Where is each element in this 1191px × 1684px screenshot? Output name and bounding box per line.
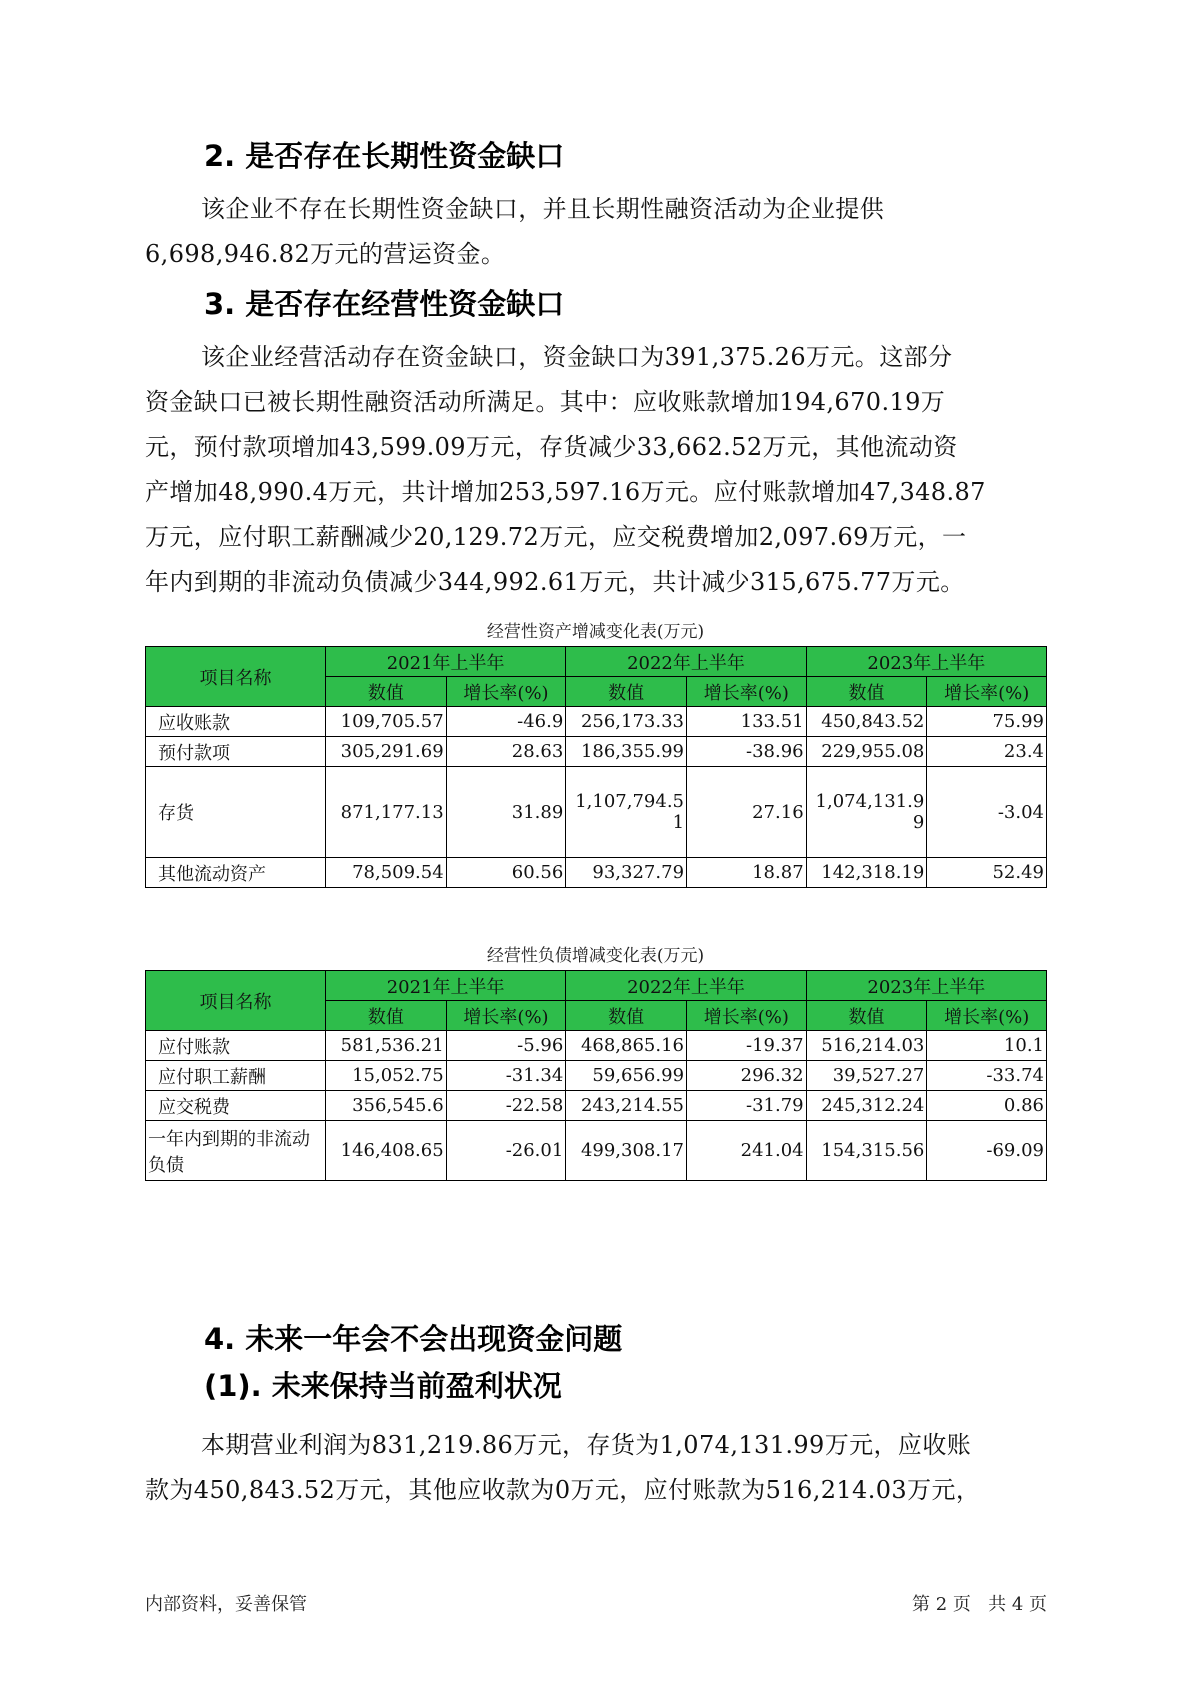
- value-cell: 243,214.55: [566, 1091, 687, 1121]
- value-header: 数值: [325, 1001, 446, 1031]
- section-4-subheading: (1). 未来保持当前盈利状况: [204, 1369, 562, 1403]
- rate-cell: 23.4: [927, 737, 1047, 767]
- row-label: 一年内到期的非流动负债: [146, 1121, 326, 1181]
- section-2-paragraph: 该企业不存在长期性资金缺口，并且长期性融资活动为企业提供 6,698,946.82万元的营运资金。: [145, 195, 885, 268]
- rate-cell: -3.04: [927, 767, 1047, 858]
- liabilities-change-table: [145, 970, 1047, 1181]
- value-cell: 871,177.13: [325, 767, 446, 858]
- value-cell: 305,291.69: [325, 737, 446, 767]
- value-cell: 1,107,794.51: [566, 767, 687, 858]
- growth-rate-header: 增长率(%): [927, 1001, 1047, 1031]
- value-header: 数值: [566, 1001, 687, 1031]
- row-label: 应收账款: [146, 707, 326, 737]
- value-cell: 39,527.27: [806, 1061, 927, 1091]
- growth-rate-header: 增长率(%): [687, 677, 807, 707]
- value-header: 数值: [566, 677, 687, 707]
- value-cell: 142,318.19: [806, 858, 927, 888]
- rate-cell: -69.09: [927, 1121, 1047, 1181]
- row-label: 预付款项: [146, 737, 326, 767]
- rate-cell: -22.58: [446, 1091, 566, 1121]
- liabilities-table-caption: 经营性负债增减变化表(万元): [486, 946, 705, 966]
- value-cell: 1,074,131.99: [806, 767, 927, 858]
- value-cell: 93,327.79: [566, 858, 687, 888]
- rate-cell: 31.89: [446, 767, 566, 858]
- section-3-paragraph: 该企业经营活动存在资金缺口，资金缺口为391,375.26万元。这部分 资金缺口已被长期性融资活动所满足。其中：应收账款增加194,670.19万 元，预付款项增加43,599.09万元，存货减少33,662.52万元，其他流动资 产增加48,990.4万元，共计增加253,597.16万元。应付账款增加47,348.87 万元，应付职工薪酬减少20,129.72万元，应交税费增加2,097.69万元，一 年内到期的非流动负债减少344,992.61万元，共计减少315,675.77万元。: [145, 343, 986, 596]
- value-cell: 78,509.54: [325, 858, 446, 888]
- rate-cell: 241.04: [687, 1121, 807, 1181]
- growth-rate-header: 增长率(%): [687, 1001, 807, 1031]
- rate-cell: -26.01: [446, 1121, 566, 1181]
- rate-cell: 60.56: [446, 858, 566, 888]
- rate-cell: -19.37: [687, 1031, 807, 1061]
- rate-cell: 133.51: [687, 707, 807, 737]
- rate-cell: 10.1: [927, 1031, 1047, 1061]
- assets-table-caption: 经营性资产增减变化表(万元): [486, 622, 705, 642]
- value-cell: 109,705.57: [325, 707, 446, 737]
- period-header: 2023年上半年: [806, 971, 1046, 1001]
- row-label: 应付账款: [146, 1031, 326, 1061]
- growth-rate-header: 增长率(%): [927, 677, 1047, 707]
- value-cell: 245,312.24: [806, 1091, 927, 1121]
- rate-cell: 27.16: [687, 767, 807, 858]
- table-row: [146, 1061, 1047, 1091]
- row-label: 其他流动资产: [146, 858, 326, 888]
- section-3-heading: 3. 是否存在经营性资金缺口: [204, 287, 565, 321]
- section-4-heading: 4. 未来一年会不会出现资金问题: [204, 1322, 623, 1356]
- footer-page-number: 第 2 页 共 4 页: [912, 1594, 1047, 1615]
- item-name-header: 项目名称: [146, 971, 326, 1031]
- period-header: 2021年上半年: [325, 971, 565, 1001]
- value-cell: 468,865.16: [566, 1031, 687, 1061]
- row-label: 存货: [146, 767, 326, 858]
- value-header: 数值: [806, 677, 927, 707]
- table-row: [146, 1091, 1047, 1121]
- rate-cell: 296.32: [687, 1061, 807, 1091]
- item-name-header: 项目名称: [146, 647, 326, 707]
- value-cell: 15,052.75: [325, 1061, 446, 1091]
- value-header: 数值: [806, 1001, 927, 1031]
- value-header: 数值: [325, 677, 446, 707]
- rate-cell: -31.79: [687, 1091, 807, 1121]
- period-header: 2022年上半年: [566, 647, 806, 677]
- footer-confidential-note: 内部资料，妥善保管: [145, 1594, 307, 1615]
- period-header: 2022年上半年: [566, 971, 806, 1001]
- row-label: 应付职工薪酬: [146, 1061, 326, 1091]
- value-cell: 146,408.65: [325, 1121, 446, 1181]
- rate-cell: 52.49: [927, 858, 1047, 888]
- value-cell: 186,355.99: [566, 737, 687, 767]
- rate-cell: -5.96: [446, 1031, 566, 1061]
- period-header: 2023年上半年: [806, 647, 1046, 677]
- table-row: [146, 858, 1047, 888]
- value-cell: 229,955.08: [806, 737, 927, 767]
- growth-rate-header: 增长率(%): [446, 677, 566, 707]
- rate-cell: -31.34: [446, 1061, 566, 1091]
- rate-cell: 0.86: [927, 1091, 1047, 1121]
- value-cell: 516,214.03: [806, 1031, 927, 1061]
- value-cell: 499,308.17: [566, 1121, 687, 1181]
- table-row: [146, 767, 1047, 858]
- table-row: [146, 1031, 1047, 1061]
- section-4-paragraph: 本期营业利润为831,219.86万元，存货为1,074,131.99万元，应收账 款为450,843.52万元，其他应收款为0万元，应付账款为516,214.03万元，: [145, 1431, 981, 1504]
- rate-cell: -33.74: [927, 1061, 1047, 1091]
- value-cell: 154,315.56: [806, 1121, 927, 1181]
- growth-rate-header: 增长率(%): [446, 1001, 566, 1031]
- value-cell: 256,173.33: [566, 707, 687, 737]
- assets-change-table: [145, 646, 1047, 888]
- rate-cell: 75.99: [927, 707, 1047, 737]
- value-cell: 59,656.99: [566, 1061, 687, 1091]
- value-cell: 581,536.21: [325, 1031, 446, 1061]
- table-row: [146, 737, 1047, 767]
- table-row: [146, 707, 1047, 737]
- row-label: 应交税费: [146, 1091, 326, 1121]
- rate-cell: -46.9: [446, 707, 566, 737]
- rate-cell: 28.63: [446, 737, 566, 767]
- value-cell: 356,545.6: [325, 1091, 446, 1121]
- rate-cell: -38.96: [687, 737, 807, 767]
- period-header: 2021年上半年: [325, 647, 565, 677]
- section-2-heading: 2. 是否存在长期性资金缺口: [204, 139, 565, 173]
- value-cell: 450,843.52: [806, 707, 927, 737]
- rate-cell: 18.87: [687, 858, 807, 888]
- table-row: [146, 1121, 1047, 1181]
